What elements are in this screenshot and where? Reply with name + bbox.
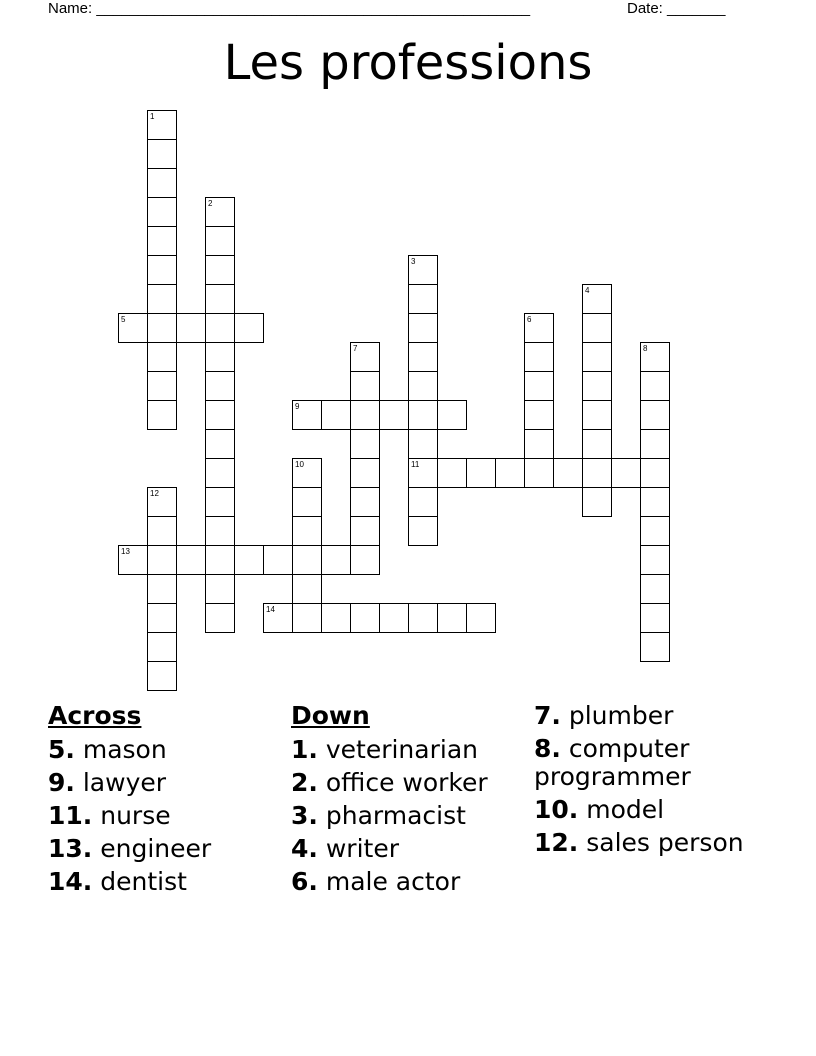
clue-text: nurse xyxy=(92,801,171,830)
crossword-cell[interactable] xyxy=(611,458,641,488)
clue-number: 4 xyxy=(585,286,590,295)
clue-text: model xyxy=(578,795,665,824)
crossword-cell[interactable] xyxy=(205,429,235,459)
crossword-cell[interactable] xyxy=(321,603,351,633)
crossword-cell[interactable] xyxy=(582,313,612,343)
down-clue xyxy=(534,796,779,824)
crossword-cell[interactable] xyxy=(524,371,554,401)
crossword-cell[interactable] xyxy=(205,371,235,401)
crossword-cell[interactable] xyxy=(321,400,351,430)
crossword-cell[interactable] xyxy=(640,574,670,604)
crossword-cell[interactable] xyxy=(408,400,438,430)
down-clues-continued xyxy=(534,702,779,862)
crossword-cell[interactable] xyxy=(640,632,670,662)
crossword-cell[interactable] xyxy=(350,603,380,633)
crossword-cell[interactable] xyxy=(582,284,612,314)
crossword-cell[interactable] xyxy=(408,458,438,488)
crossword-cell[interactable] xyxy=(147,255,177,285)
crossword-cell[interactable] xyxy=(147,342,177,372)
crossword-cell[interactable] xyxy=(292,458,322,488)
clue-text: male actor xyxy=(317,867,461,896)
clue-text: dentist xyxy=(92,867,187,896)
page-title: Les professions xyxy=(223,35,593,91)
crossword-cell[interactable] xyxy=(466,458,496,488)
clue-number: 10. xyxy=(534,795,579,824)
crossword-cell[interactable] xyxy=(408,371,438,401)
across-clue xyxy=(48,802,278,830)
clue-number: 13 xyxy=(121,547,130,556)
crossword-cell[interactable] xyxy=(176,545,206,575)
crossword-cell[interactable] xyxy=(321,545,351,575)
crossword-cell[interactable] xyxy=(147,139,177,169)
crossword-cell[interactable] xyxy=(350,545,380,575)
crossword-cell[interactable] xyxy=(640,516,670,546)
crossword-cell[interactable] xyxy=(408,284,438,314)
crossword-cell[interactable] xyxy=(263,603,293,633)
crossword-cell[interactable] xyxy=(147,226,177,256)
down-heading: Down xyxy=(291,701,370,730)
crossword-cell[interactable] xyxy=(640,429,670,459)
clue-number: 3. xyxy=(291,801,318,830)
crossword-cell[interactable] xyxy=(408,313,438,343)
clue-text: veterinarian xyxy=(317,735,478,764)
across-clue xyxy=(48,736,278,764)
crossword-cell[interactable] xyxy=(640,545,670,575)
crossword-cell[interactable] xyxy=(147,661,177,691)
crossword-cell[interactable] xyxy=(118,545,148,575)
crossword-cell[interactable] xyxy=(292,545,322,575)
down-clue xyxy=(534,702,779,730)
crossword-cell[interactable] xyxy=(582,458,612,488)
clue-number: 8. xyxy=(534,734,561,763)
clue-number: 7 xyxy=(353,344,358,353)
crossword-cell[interactable] xyxy=(205,226,235,256)
crossword-cell[interactable] xyxy=(408,429,438,459)
crossword-cell[interactable] xyxy=(205,603,235,633)
crossword-cell[interactable] xyxy=(234,313,264,343)
crossword-cell[interactable] xyxy=(524,342,554,372)
down-clues xyxy=(291,702,526,901)
crossword-cell[interactable] xyxy=(147,371,177,401)
down-clue xyxy=(534,829,779,857)
crossword-cell[interactable] xyxy=(205,197,235,227)
crossword-cell[interactable] xyxy=(350,342,380,372)
crossword-cell[interactable] xyxy=(350,371,380,401)
clue-number: 6 xyxy=(527,315,532,324)
down-clue xyxy=(534,735,779,791)
crossword-cell[interactable] xyxy=(582,400,612,430)
across-clue xyxy=(48,769,278,797)
crossword-cell[interactable] xyxy=(292,400,322,430)
clue-number: 10 xyxy=(295,460,304,469)
crossword-cell[interactable] xyxy=(640,458,670,488)
across-clue xyxy=(48,868,278,896)
crossword-cell[interactable] xyxy=(205,255,235,285)
crossword-cell[interactable] xyxy=(524,313,554,343)
crossword-cell[interactable] xyxy=(553,458,583,488)
clue-text: computer programmer xyxy=(534,734,691,791)
clue-text: writer xyxy=(317,834,399,863)
clue-number: 12. xyxy=(534,828,579,857)
crossword-cell[interactable] xyxy=(205,342,235,372)
crossword-cell[interactable] xyxy=(292,487,322,517)
crossword-cell[interactable] xyxy=(205,487,235,517)
crossword-cell[interactable] xyxy=(640,342,670,372)
crossword-cell[interactable] xyxy=(437,458,467,488)
crossword-cell[interactable] xyxy=(350,516,380,546)
clue-number: 11. xyxy=(48,801,93,830)
crossword-cell[interactable] xyxy=(147,197,177,227)
crossword-cell[interactable] xyxy=(350,487,380,517)
name-field-label: Name: ____________________________________________________ xyxy=(48,0,531,17)
clue-number: 13. xyxy=(48,834,93,863)
crossword-cell[interactable] xyxy=(147,284,177,314)
crossword-cell[interactable] xyxy=(147,632,177,662)
down-clue xyxy=(291,868,526,896)
crossword-cell[interactable] xyxy=(350,400,380,430)
clue-number: 1. xyxy=(291,735,318,764)
clue-text: mason xyxy=(74,735,167,764)
clue-number: 7. xyxy=(534,701,561,730)
clue-number: 11 xyxy=(411,460,420,469)
clue-number: 2 xyxy=(208,199,213,208)
crossword-cell[interactable] xyxy=(524,400,554,430)
crossword-cell[interactable] xyxy=(263,545,293,575)
crossword-cell[interactable] xyxy=(524,458,554,488)
crossword-cell[interactable] xyxy=(379,603,409,633)
date-field-label: Date: _______ xyxy=(627,0,726,17)
across-clues xyxy=(48,702,278,901)
crossword-cell[interactable] xyxy=(582,342,612,372)
crossword-cell[interactable] xyxy=(292,516,322,546)
down-clue xyxy=(291,802,526,830)
clue-number: 9 xyxy=(295,402,300,411)
clue-text: engineer xyxy=(92,834,212,863)
crossword-cell[interactable] xyxy=(205,458,235,488)
clue-number: 9. xyxy=(48,768,75,797)
crossword-cell[interactable] xyxy=(147,574,177,604)
crossword-cell[interactable] xyxy=(582,429,612,459)
crossword-cell[interactable] xyxy=(408,342,438,372)
clue-list xyxy=(0,702,816,1042)
crossword-cell[interactable] xyxy=(350,458,380,488)
crossword-cell[interactable] xyxy=(205,545,235,575)
crossword-cell[interactable] xyxy=(147,168,177,198)
crossword-cell[interactable] xyxy=(408,255,438,285)
crossword-cell[interactable] xyxy=(379,400,409,430)
crossword-cell[interactable] xyxy=(524,429,554,459)
clue-text: lawyer xyxy=(74,768,167,797)
across-heading: Across xyxy=(48,701,142,730)
crossword-cell[interactable] xyxy=(408,516,438,546)
crossword-cell[interactable] xyxy=(205,400,235,430)
crossword-cell[interactable] xyxy=(147,313,177,343)
across-clue xyxy=(48,835,278,863)
crossword-cell[interactable] xyxy=(408,603,438,633)
crossword-cell[interactable] xyxy=(205,284,235,314)
clue-number: 5 xyxy=(121,315,126,324)
crossword-cell[interactable] xyxy=(582,371,612,401)
clue-number: 4. xyxy=(291,834,318,863)
clue-number: 14 xyxy=(266,605,275,614)
crossword-cell[interactable] xyxy=(495,458,525,488)
clue-number: 6. xyxy=(291,867,318,896)
crossword-cell[interactable] xyxy=(147,400,177,430)
crossword-cell[interactable] xyxy=(205,313,235,343)
clue-number: 14. xyxy=(48,867,93,896)
crossword-cell[interactable] xyxy=(147,516,177,546)
clue-text: office worker xyxy=(317,768,488,797)
clue-number: 5. xyxy=(48,735,75,764)
clue-text: pharmacist xyxy=(317,801,466,830)
down-clue xyxy=(291,736,526,764)
crossword-cell[interactable] xyxy=(118,313,148,343)
crossword-cell[interactable] xyxy=(205,574,235,604)
crossword-cell[interactable] xyxy=(292,574,322,604)
clue-number: 12 xyxy=(150,489,159,498)
crossword-cell[interactable] xyxy=(437,603,467,633)
down-clue xyxy=(291,769,526,797)
clue-text: sales person xyxy=(578,828,744,857)
crossword-cell[interactable] xyxy=(147,603,177,633)
crossword-cell[interactable] xyxy=(205,516,235,546)
crossword-cell[interactable] xyxy=(234,545,264,575)
crossword-cell[interactable] xyxy=(147,545,177,575)
crossword-cell[interactable] xyxy=(147,110,177,140)
crossword-cell[interactable] xyxy=(437,400,467,430)
clue-number: 1 xyxy=(150,112,155,121)
crossword-cell[interactable] xyxy=(582,487,612,517)
crossword-cell[interactable] xyxy=(147,487,177,517)
crossword-cell[interactable] xyxy=(466,603,496,633)
crossword-cell[interactable] xyxy=(176,313,206,343)
crossword-cell[interactable] xyxy=(640,400,670,430)
crossword-cell[interactable] xyxy=(292,603,322,633)
clue-number: 3 xyxy=(411,257,416,266)
clue-number: 2. xyxy=(291,768,318,797)
clue-number: 8 xyxy=(643,344,648,353)
clue-text: plumber xyxy=(560,701,674,730)
crossword-cell[interactable] xyxy=(408,487,438,517)
crossword-cell[interactable] xyxy=(640,487,670,517)
crossword-cell[interactable] xyxy=(350,429,380,459)
crossword-cell[interactable] xyxy=(640,603,670,633)
crossword-cell[interactable] xyxy=(640,371,670,401)
down-clue xyxy=(291,835,526,863)
